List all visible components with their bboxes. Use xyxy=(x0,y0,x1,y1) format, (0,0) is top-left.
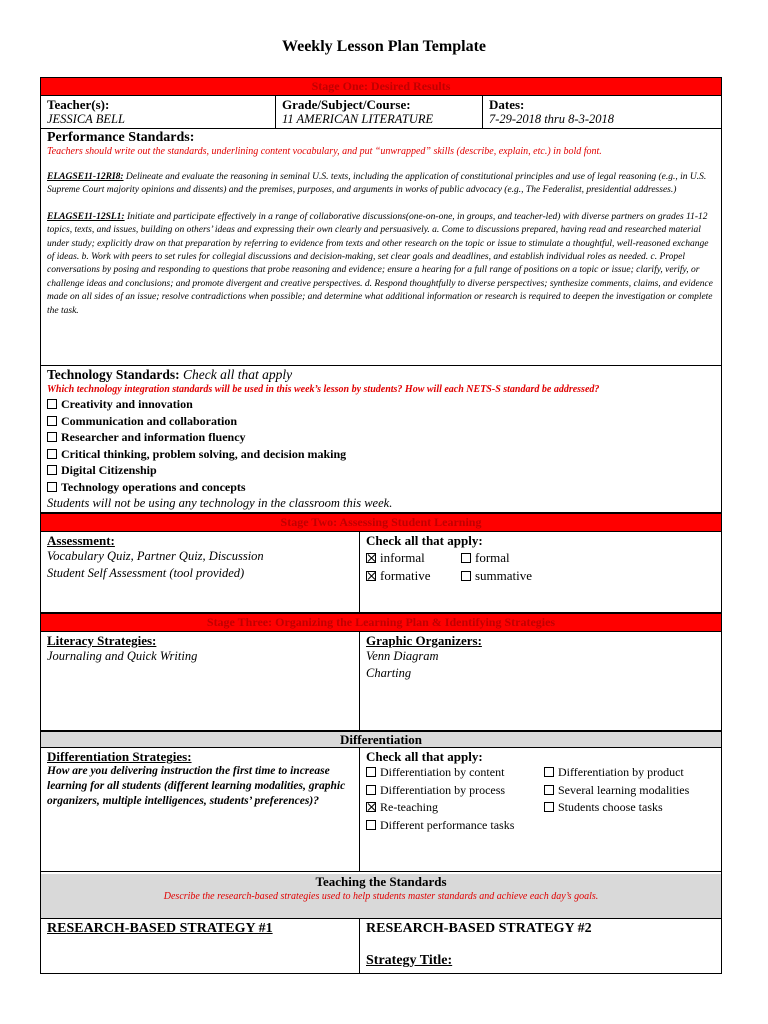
research-strategies-row xyxy=(41,919,721,973)
checkbox[interactable] xyxy=(461,571,471,581)
literacy-label: Literacy Strategies: xyxy=(47,633,157,648)
standard-sl1-code: ELAGSE11-12SL1: xyxy=(47,211,125,222)
standard-sl1 xyxy=(47,211,715,318)
checkbox[interactable] xyxy=(47,465,57,475)
technology-standard-item xyxy=(47,479,715,496)
checked-checkbox[interactable] xyxy=(366,553,376,563)
checkbox-label: informal xyxy=(380,550,425,565)
checkbox-label: Students choose tasks xyxy=(558,800,663,814)
dates-cell xyxy=(482,96,719,128)
assessment-label: Assessment: xyxy=(47,533,115,548)
standard-ri8 xyxy=(47,171,715,198)
technology-standard-item xyxy=(47,446,715,463)
standard-ri8-code: ELAGSE11-12RI8: xyxy=(47,172,124,182)
checked-checkbox[interactable] xyxy=(366,802,376,812)
checkbox-label: Researcher and information fluency xyxy=(61,430,246,445)
checkbox[interactable] xyxy=(47,449,57,459)
graphic-organizers-cell xyxy=(359,632,719,730)
checkbox[interactable] xyxy=(366,767,376,777)
differentiation-strategies-cell xyxy=(41,748,359,871)
differentiation-item xyxy=(366,817,544,835)
dates-label: Dates: xyxy=(489,97,525,112)
teaching-standards-section xyxy=(41,874,721,919)
literacy-value: Journaling and Quick Writing xyxy=(47,649,198,663)
assessment-cell xyxy=(41,532,359,612)
assessment-check-cell xyxy=(359,532,719,612)
differentiation-checks-left xyxy=(366,764,544,834)
stage-one-bar: Stage One: Desired Results xyxy=(41,77,721,96)
strategy1-heading: RESEARCH-BASED STRATEGY #1 xyxy=(47,921,273,936)
checkbox-label: formal xyxy=(475,550,510,565)
checked-checkbox[interactable] xyxy=(366,571,376,581)
checkbox-label: Differentiation by process xyxy=(380,782,506,797)
grade-value: 11 AMERICAN LITERATURE xyxy=(282,112,434,126)
checkbox[interactable] xyxy=(544,767,554,777)
teacher-label: Teacher(s): xyxy=(47,97,110,112)
technology-standard-item xyxy=(47,413,715,430)
checkbox[interactable] xyxy=(544,785,554,795)
checkbox[interactable] xyxy=(47,399,57,409)
header-info-row xyxy=(41,96,721,129)
assessment-type-item xyxy=(366,567,461,585)
technology-standards-hint: Check all that apply xyxy=(179,367,293,382)
checkbox-label: Communication and collaboration xyxy=(61,413,238,428)
assessment-type-item xyxy=(366,549,461,567)
differentiation-strategies-label: Differentiation Strategies: xyxy=(47,749,192,764)
assessment-line1: Vocabulary Quiz, Partner Quiz, Discussion xyxy=(47,549,264,563)
technology-checklist xyxy=(47,396,715,496)
technology-note: Students will not be using any technology in the classroom this week. xyxy=(47,495,393,510)
checkbox[interactable] xyxy=(47,482,57,492)
checkbox[interactable] xyxy=(366,785,376,795)
checkbox-label: Critical thinking, problem solving, and decision making xyxy=(61,446,347,461)
checkbox[interactable] xyxy=(47,432,57,442)
performance-standards-label: Performance Standards: xyxy=(47,130,195,145)
strategy1-cell xyxy=(41,919,359,973)
assessment-type-item xyxy=(461,549,581,567)
stage-two-bar: Stage Two: Assessing Student Learning xyxy=(41,513,721,532)
page-title: Weekly Lesson Plan Template xyxy=(281,38,487,55)
checkbox-label: Differentiation by content xyxy=(380,765,505,779)
checkbox-label: Differentiation by product xyxy=(558,765,684,779)
differentiation-item xyxy=(366,799,544,817)
technology-standard-item xyxy=(47,396,715,413)
technology-standards-heading xyxy=(47,367,715,383)
assessment-type-item xyxy=(461,567,581,585)
differentiation-bar: Differentiation xyxy=(41,731,721,748)
differentiation-question: How are you delivering instruction the first time to increase learning for all students (different learning modalities, graphic organizers, multiple intelligences, students’ preferences)? xyxy=(47,765,346,807)
differentiation-row xyxy=(41,748,721,872)
graphic-organizers-line2: Charting xyxy=(366,666,412,680)
checkbox-label: summative xyxy=(475,568,533,583)
checkbox[interactable] xyxy=(461,553,471,563)
checkbox-label: Digital Citizenship xyxy=(61,463,157,478)
stage-three-bar: Stage Three: Organizing the Learning Plan & Identifying Strategies xyxy=(41,613,721,632)
standard-ri8-text: Delineate and evaluate the reasoning in seminal U.S. texts, including the application of constitutional principles and use of legal reasoning (e.g., in U.S. Supreme Court majority opinions and dissents) and the premises, purposes, and arguments in works of public advocacy (e.g., The Federalist, presidential addresses.) xyxy=(47,172,707,196)
differentiation-checks xyxy=(366,764,713,834)
teaching-standards-title: Teaching the Standards xyxy=(315,874,447,889)
checkbox[interactable] xyxy=(366,820,376,830)
differentiation-item xyxy=(544,799,689,817)
checkbox-label: Different performance tasks xyxy=(380,817,515,832)
assessment-row xyxy=(41,532,721,613)
grade-label: Grade/Subject/Course: xyxy=(282,97,411,112)
technology-question: Which technology integration standards will be used in this week’s lesson by students? How will each NETS-S standard be addressed? xyxy=(47,384,600,395)
technology-standard-item xyxy=(47,462,715,479)
strategies-row xyxy=(41,632,721,731)
standard-sl1-text: Initiate and participate effectively in a range of collaborative discussions(one-on-one, in groups, and teacher-led) with diverse partners on grades 11-12 topics, texts, and issues, building on others’ ideas and expressing their own clearly and persuasively. a. Come to discussions prepared, having read and researched material under study; explicitly draw on that preparation by referring to evidence from texts and other research on the topic or issue to stimulate a thoughtful, well-reasoned exchange of ideas. b. Work with peers to set rules for collegial discussions and decision-making, set clear goals and deadlines, and establish individual roles as needed. c. Propel conversations by posing and responding to questions that probe reasoning and evidence; ensure a hearing for a full range of positions on a topic or issue; clarify, verify, or challenge ideas and conclusions; and promote divergent and creative perspectives. d. Respond thoughtfully to diverse perspectives; synthesize comments, claims, and evidence made on all sides of an issue; resolve contradictions when possible; and determine what additional information or research is required to deepen the investigation or complete the task. xyxy=(47,211,713,316)
technology-standards-label: Technology Standards: xyxy=(47,367,180,382)
checkbox-label: Technology operations and concepts xyxy=(61,479,246,494)
dates-value: 7-29-2018 thru 8-3-2018 xyxy=(489,112,614,126)
differentiation-check-label: Check all that apply: xyxy=(366,749,483,764)
technology-standards-row xyxy=(41,366,721,513)
teacher-cell xyxy=(41,96,275,128)
differentiation-item xyxy=(544,764,689,782)
checkbox-label: Several learning modalities xyxy=(558,782,690,797)
performance-standards-row xyxy=(41,129,721,366)
assessment-line2: Student Self Assessment (tool provided) xyxy=(47,566,245,580)
checkbox-label: Re-teaching xyxy=(380,800,438,814)
technology-standards-cell xyxy=(41,366,721,512)
graphic-organizers-line1: Venn Diagram xyxy=(366,649,439,663)
checkbox[interactable] xyxy=(544,802,554,812)
differentiation-check-cell xyxy=(359,748,719,871)
assessment-check-label: Check all that apply: xyxy=(366,533,483,548)
checkbox[interactable] xyxy=(47,416,57,426)
differentiation-checks-right xyxy=(544,764,689,834)
strategy2-cell xyxy=(359,919,719,973)
strategy2-heading: RESEARCH-BASED STRATEGY #2 xyxy=(366,921,592,936)
strategy-title-label: Strategy Title: xyxy=(366,953,453,968)
performance-standards-instruction: Teachers should write out the standards, underlining content vocabulary, and put “unwrapped” skills (describe, explain, etc.) in bold font. xyxy=(47,146,602,157)
differentiation-item xyxy=(544,782,689,800)
technology-standard-item xyxy=(47,429,715,446)
performance-standards-cell xyxy=(41,129,721,365)
literacy-cell xyxy=(41,632,359,730)
assessment-checks xyxy=(366,549,713,585)
differentiation-item xyxy=(366,764,544,782)
teacher-value: JESSICA BELL xyxy=(47,112,125,126)
teaching-standards-subtitle: Describe the research-based strategies used to help students master standards and achieve each day’s goals. xyxy=(163,891,599,902)
checkbox-label: Creativity and innovation xyxy=(61,397,193,411)
graphic-organizers-label: Graphic Organizers: xyxy=(366,633,482,648)
grade-cell xyxy=(275,96,482,128)
checkbox-label: formative xyxy=(380,568,431,583)
differentiation-item xyxy=(366,782,544,800)
lesson-plan-table xyxy=(40,77,722,974)
